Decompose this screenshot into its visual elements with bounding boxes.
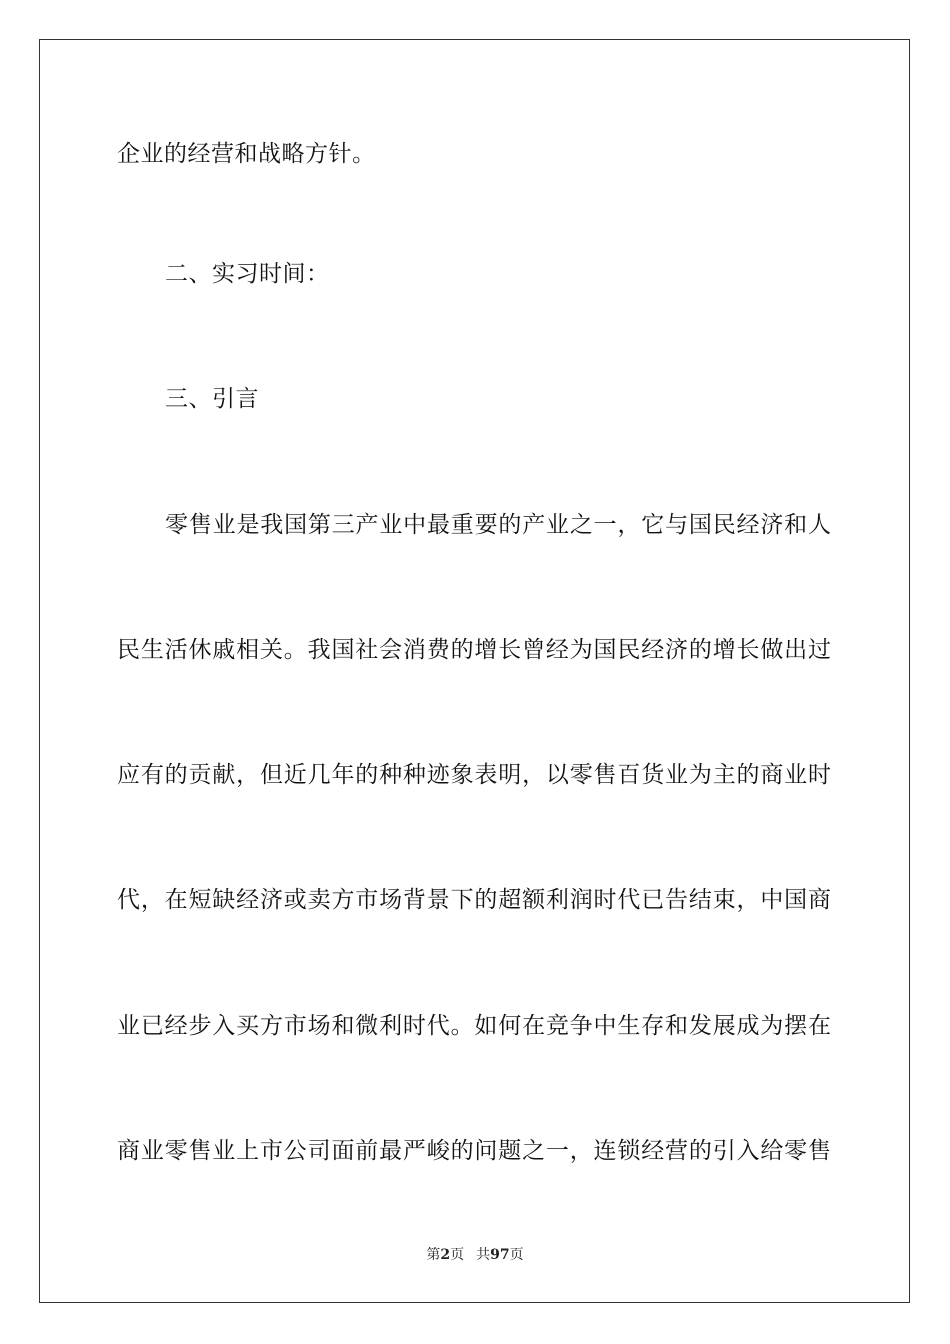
footer-page-prefix: 第 xyxy=(426,1247,441,1263)
footer-total-pages: 97 xyxy=(490,1247,510,1263)
body-line-8: 业已经步入买方市场和微利时代。如何在竞争中生存和发展成为摆在 xyxy=(117,1013,831,1039)
page-footer xyxy=(0,1246,950,1264)
body-line-6: 应有的贡献，但近几年的种种迹象表明，以零售百货业为主的商业时 xyxy=(117,762,831,788)
section-heading-introduction: 三、引言 xyxy=(165,386,259,412)
footer-page-suffix: 页 xyxy=(450,1247,465,1263)
body-line-5: 民生活休戚相关。我国社会消费的增长曾经为国民经济的增长做出过 xyxy=(117,637,831,663)
body-line-1: 企业的经营和战略方针。 xyxy=(117,141,376,167)
footer-total-prefix: 共 xyxy=(476,1247,491,1263)
body-line-9: 商业零售业上市公司面前最严峻的问题之一，连锁经营的引入给零售 xyxy=(117,1138,831,1164)
footer-page-number: 2 xyxy=(440,1247,451,1263)
footer-total-suffix: 页 xyxy=(509,1247,524,1263)
body-line-4: 零售业是我国第三产业中最重要的产业之一，它与国民经济和人 xyxy=(165,512,831,538)
section-heading-internship-time: 二、实习时间： xyxy=(165,261,330,287)
body-line-7: 代，在短缺经济或卖方市场背景下的超额利润时代已告结束，中国商 xyxy=(117,887,831,913)
page-border xyxy=(39,39,910,1303)
